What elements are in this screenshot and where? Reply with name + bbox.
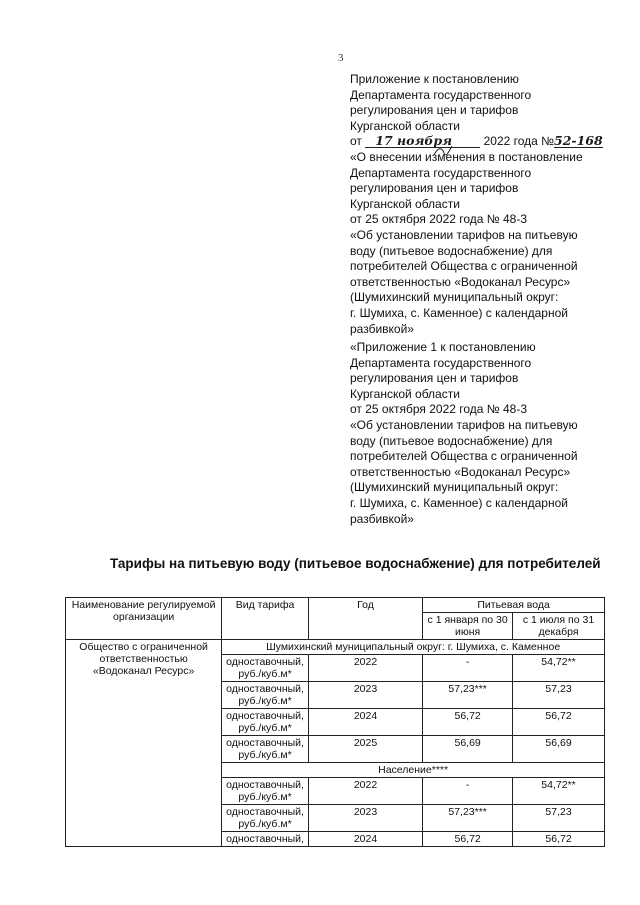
table-title: Тарифы на питьевую воду (питьевое водоснабжение) для потребителей bbox=[110, 556, 601, 571]
annex-line: «Об установлении тарифов на питьевую bbox=[350, 227, 578, 242]
annex-resolution-header bbox=[350, 72, 620, 337]
section-label: Население**** bbox=[222, 763, 605, 778]
year-text: 2022 года № bbox=[483, 134, 555, 149]
year-cell: 2025 bbox=[308, 736, 422, 763]
annex-line: регулирования цен и тарифов bbox=[350, 181, 519, 196]
header-year: Год bbox=[308, 598, 422, 640]
value-period-1: 57,23*** bbox=[423, 682, 513, 709]
annex-line: Департамента государственного bbox=[350, 355, 532, 370]
year-cell: 2022 bbox=[308, 778, 422, 805]
header-period-1: с 1 января по 30 июня bbox=[423, 613, 513, 640]
annex-line: потребителей Общества с ограниченной bbox=[350, 259, 578, 274]
year-cell: 2024 bbox=[308, 832, 422, 847]
tariff-type: одноставочный, bbox=[222, 832, 309, 847]
value-period-1: - bbox=[423, 655, 513, 682]
year-cell: 2023 bbox=[308, 805, 422, 832]
value-period-1: - bbox=[423, 778, 513, 805]
annex-1-header bbox=[350, 340, 620, 527]
annex-line: регулирования цен и тарифов bbox=[350, 103, 519, 118]
annex-line: г. Шумиха, с. Каменное) с календарной bbox=[350, 305, 568, 320]
value-period-1: 56,72 bbox=[423, 832, 513, 847]
page-number: 3 bbox=[338, 52, 344, 64]
value-period-2: 56,72 bbox=[513, 832, 605, 847]
value-period-1: 56,69 bbox=[423, 736, 513, 763]
header-type: Вид тарифа bbox=[222, 598, 309, 640]
year-cell: 2023 bbox=[308, 682, 422, 709]
annex-line: воду (питьевое водоснабжение) для bbox=[350, 433, 553, 448]
value-period-2: 54,72** bbox=[513, 655, 605, 682]
header-period-2: с 1 июля по 31 декабря bbox=[513, 613, 605, 640]
tariff-type: одноставочный, руб./куб.м* bbox=[222, 655, 309, 682]
annex-line: ответственностью «Водоканал Ресурс» bbox=[350, 464, 571, 479]
annex-line: разбивкой» bbox=[350, 321, 414, 336]
handwritten-number: 52-168 bbox=[554, 133, 603, 149]
value-period-1: 57,23*** bbox=[423, 805, 513, 832]
handwritten-date: 17 ноября bbox=[365, 134, 480, 148]
annex-line: Курганской области bbox=[350, 118, 460, 133]
section-label: Шумихинский муниципальный округ: г. Шумиха, с. Каменное bbox=[222, 640, 605, 655]
value-period-2: 56,72 bbox=[513, 709, 605, 736]
tariff-table bbox=[65, 597, 605, 847]
date-number-line bbox=[350, 134, 620, 150]
tariff-type: одноставочный, руб./куб.м* bbox=[222, 805, 309, 832]
annex-line: (Шумихинский муниципальный округ: bbox=[350, 290, 559, 305]
tariff-type: одноставочный, руб./куб.м* bbox=[222, 778, 309, 805]
annex-line: Департамента государственного bbox=[350, 165, 532, 180]
annex-line: ответственностью «Водоканал Ресурс» bbox=[350, 274, 571, 289]
organization-cell: Общество с ограниченной ответственностью «Водоканал Ресурс» bbox=[66, 640, 222, 847]
annex-line: Курганской области bbox=[350, 196, 460, 211]
annex-line: (Шумихинский муниципальный округ: bbox=[350, 480, 559, 495]
section-row bbox=[66, 640, 605, 655]
header-water: Питьевая вода bbox=[423, 598, 605, 613]
annex-line: от 25 октября 2022 года № 48-3 bbox=[350, 212, 528, 227]
year-cell: 2024 bbox=[308, 709, 422, 736]
value-period-2: 54,72** bbox=[513, 778, 605, 805]
header-org: Наименование регулируемой организации bbox=[66, 598, 222, 640]
value-period-2: 57,23 bbox=[513, 682, 605, 709]
annex-line: г. Шумиха, с. Каменное) с календарной bbox=[350, 495, 568, 510]
value-period-2: 57,23 bbox=[513, 805, 605, 832]
tariff-type: одноставочный, руб./куб.м* bbox=[222, 682, 309, 709]
value-period-1: 56,72 bbox=[423, 709, 513, 736]
annex-line: регулирования цен и тарифов bbox=[350, 371, 519, 386]
annex-line: «Об установлении тарифов на питьевую bbox=[350, 417, 578, 432]
annex-line: разбивкой» bbox=[350, 511, 414, 526]
annex-line: «О внесении изменения в постановление bbox=[350, 149, 583, 164]
annex-line: воду (питьевое водоснабжение) для bbox=[350, 243, 553, 258]
value-period-2: 56,69 bbox=[513, 736, 605, 763]
annex-line: «Приложение 1 к постановлению bbox=[350, 340, 536, 354]
tariff-type: одноставочный, руб./куб.м* bbox=[222, 736, 309, 763]
year-cell: 2022 bbox=[308, 655, 422, 682]
annex-line: Приложение к постановлению bbox=[350, 72, 519, 86]
annex-line: Департамента государственного bbox=[350, 87, 532, 102]
signature-stroke-icon bbox=[432, 145, 454, 157]
annex-line: потребителей Общества с ограниченной bbox=[350, 449, 578, 464]
annex-line: Курганской области bbox=[350, 386, 460, 401]
annex-line: от 25 октября 2022 года № 48-3 bbox=[350, 402, 528, 417]
date-prefix: от bbox=[350, 134, 362, 149]
header-row bbox=[66, 598, 605, 613]
tariff-type: одноставочный, руб./куб.м* bbox=[222, 709, 309, 736]
